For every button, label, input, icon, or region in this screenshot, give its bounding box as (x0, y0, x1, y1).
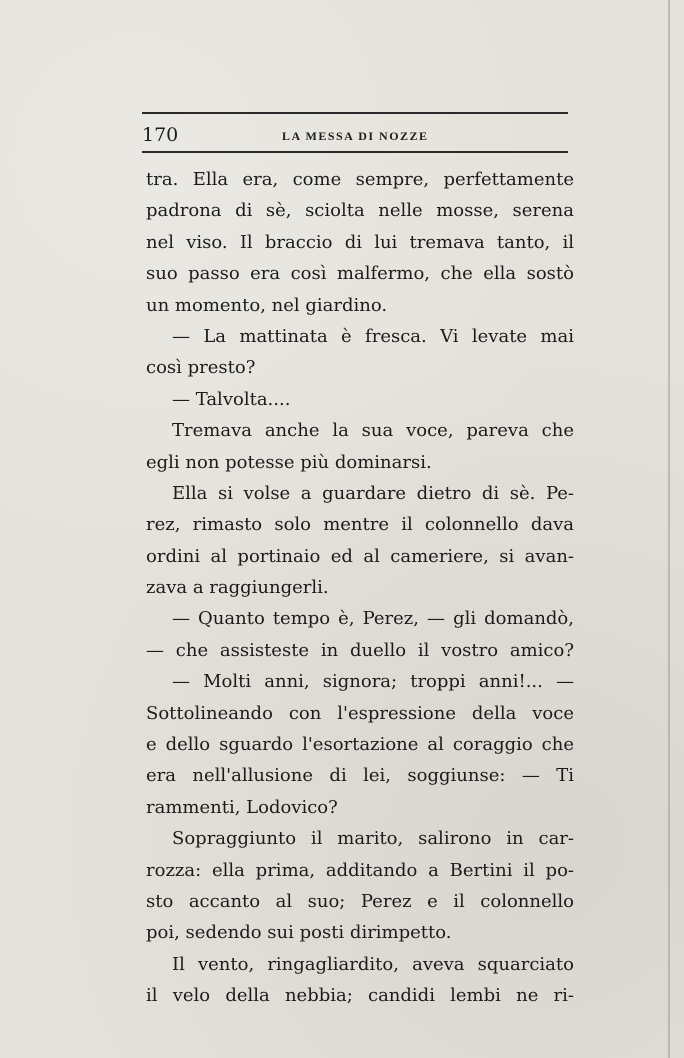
text-line: sto accanto al suo; Perez e il colonnello (146, 890, 574, 912)
text-line: il velo della nebbia; candidi lembi ne ri- (146, 985, 574, 1007)
text-line: — Quanto tempo è, Perez, — gli domandò, (172, 608, 574, 630)
text-line: — che assisteste in duello il vostro amico? (146, 639, 574, 661)
text-line: — Molti anni, signora; troppi anni!... — (172, 671, 574, 693)
running-title: LA MESSA DI NOZZE (282, 129, 429, 143)
text-line: rozza: ella prima, additando a Bertini il po- (146, 859, 574, 881)
text-line: egli non potesse più dominarsi. (146, 451, 432, 473)
text-line: padrona di sè, sciolta nelle mosse, serena (146, 200, 574, 222)
page-edge-shadow (668, 0, 670, 1058)
text-line: Il vento, ringagliardito, aveva squarciato (172, 953, 574, 975)
text-line: rez, rimasto solo mentre il colonnello dava (146, 514, 574, 536)
text-line: nel viso. Il braccio di lui tremava tanto, il (146, 231, 574, 253)
text-line: tra. Ella era, come sempre, perfettamente (146, 169, 574, 190)
body-text (146, 164, 574, 1012)
text-line: e dello sguardo l'esortazione al coraggio che (146, 734, 574, 756)
text-line: zava a raggiungerli. (146, 577, 329, 599)
text-line: — Talvolta.... (172, 388, 291, 410)
text-line: così presto? (146, 357, 256, 379)
text-line: suo passo era così malfermo, che ella sostò (146, 263, 574, 285)
text-line: Tremava anche la sua voce, pareva che (172, 420, 574, 442)
text-line: Sopraggiunto il marito, salirono in car- (172, 828, 574, 850)
text-line: poi, sedendo sui posti dirimpetto. (146, 922, 452, 944)
text-line: ordini al portinaio ed al cameriere, si avan- (146, 545, 574, 567)
page-number: 170 (142, 124, 179, 146)
text-line: Ella si volse a guardare dietro di sè. Pe- (172, 482, 574, 504)
text-line: rammenti, Lodovico? (146, 796, 338, 818)
text-line: era nell'allusione di lei, soggiunse: — Ti (146, 765, 574, 787)
text-line: Sottolineando con l'espressione della voce (146, 702, 574, 724)
text-line: un momento, nel giardino. (146, 294, 388, 316)
header-rule-top (142, 112, 568, 114)
text-line: — La mattinata è fresca. Vi levate mai (172, 325, 574, 347)
header-rule-bottom (142, 151, 568, 153)
